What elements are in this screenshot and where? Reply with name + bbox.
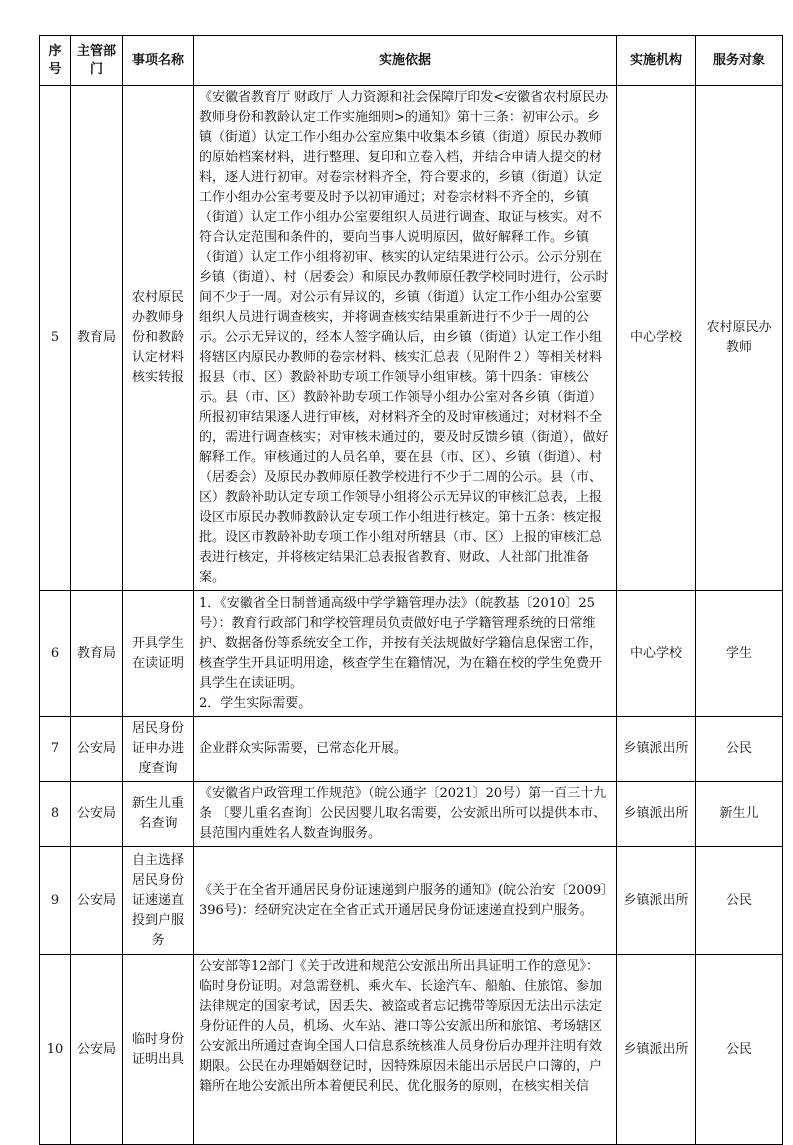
row-item-name: 新生儿重名查询: [123, 782, 194, 847]
row-dept: 教育局: [71, 86, 123, 591]
row-item-name: 开具学生在读证明: [123, 591, 194, 717]
table-body: [40, 86, 783, 1145]
basis-paragraph: 《安徽省教育厅 财政厅 人力资源和社会保障厅印发<安徽省农村原民办教师身份和教龄认定工作实施细则>的通知》第十三条：初审公示。乡镇（街道）认定工作小组办公室应集中收集本乡镇（街道）原民办教师的原始档案材料，进行整理、复印和立卷入档，并结合申请人提交的材料，逐人进行初审。对卷宗材料齐全，符合要求的，乡镇（街道）认定工作小组办公室考要及时予以初审通过；对卷宗材料不齐全的，乡镇（街道）认定工作小组办公室要组织人员进行调查、取证与核实。对不符合认定范围和条件的，要向当事人说明原因，做好解释工作。乡镇（街道）认定工作小组将初审、核实的认定结果进行公示。公示分别在乡镇（街道）、村（居委会）和原民办教师原任教学校同时进行，公示时间不少于一周。对公示有异议的，乡镇（街道）认定工作小组办公室要组织人员进行调查核实，并将调查核实结果重新进行不少于一周的公示。公示无异议的，经本人签字确认后，由乡镇（街道）认定工作小组将辖区内原民办教师的卷宗材料、核实汇总表（见附件２）等相关材料报县（市、区）教龄补助专项工作领导小组审核。第十四条：审核公示。县（市、区）教龄补助专项工作领导小组办公室对各乡镇（街道）所报初审结果逐人进行审核，对材料齐全的及时审核通过；对材料不全的，需进行调查核实；对审核未通过的，要及时反馈乡镇（街道），做好解释工作。审核通过的人员名单，要在县（市、区）、乡镇（街道）、村（居委会）及原民办教师原任教学校进行不少于二周的公示。县（市、区）教龄补助认定专项工作领导小组将公示无异议的审核汇总表，上报设区市原民办教师教龄认定专项工作小组进行核定。第十五条：核定报批。设区市教龄补助专项工作小组对所辖县（市、区）上报的审核汇总表进行核定，并将核定结果汇总表报省教育、财政、人社部门批准备案。: [199, 90, 609, 585]
basis-paragraph: 1．《安徽省全日制普通高级中学学籍管理办法》（皖教基〔2010〕25号）：教育行政部门和学校管理员负责做好电子学籍管理系统的日常维护、数据备份等系统安全工作，并按有关法规做好学籍信息保密工作，核查学生开具证明用途，核查学生在籍情况，为在籍在校的学生免费开具学生在读证明。: [199, 595, 603, 691]
row-dept: 公安局: [71, 955, 123, 1145]
row-no: 9: [40, 847, 71, 955]
service-items-table: [39, 35, 783, 1145]
basis-paragraph: 《关于在全省开通居民身份证速递到户服务的通知》(皖公治安〔2009〕396号)：经研究决定在全省正式开通居民身份证速递直投到户服务。: [199, 882, 608, 918]
row-basis: [194, 591, 617, 717]
header-no: 序号: [40, 36, 71, 86]
row-agency: 中心学校: [617, 86, 696, 591]
table-row: [40, 955, 783, 1145]
basis-paragraph: 公安部等12部门《关于改进和规范公安派出所出具证明工作的意见》：临时身份证明。对急需登机、乘火车、长途汽车、船舶、住旅馆、参加法律规定的国家考试，因丢失、被盗或者忘记携带等原因无法出示法定身份证件的人员，机场、火车站、港口等公安派出所和旅馆、考场辖区公安派出所通过查询全国人口信息系统核准人员身份后办理并注明有效期限。公民在办理婚姻登记时，因特殊原因未能出示居民户口簿的，户籍所在地公安派出所本着便民利民、优化服务的原则，在核实相关信: [199, 959, 603, 1094]
row-agency: 乡镇派出所: [617, 847, 696, 955]
row-basis: [194, 717, 617, 782]
row-dept: 公安局: [71, 717, 123, 782]
row-item-name: 居民身份证申办进度查询: [123, 717, 194, 782]
row-basis: [194, 86, 617, 591]
basis-paragraph: 企业群众实际需要，已常态化开展。: [199, 741, 408, 756]
row-target: 公民: [696, 955, 783, 1145]
row-agency: 乡镇派出所: [617, 717, 696, 782]
row-dept: 教育局: [71, 591, 123, 717]
row-no: 10: [40, 955, 71, 1145]
row-item-name: 农村原民办教师身份和教龄认定材料核实转报: [123, 86, 194, 591]
row-dept: 公安局: [71, 847, 123, 955]
row-item-name: 临时身份证明出具: [123, 955, 194, 1145]
row-no: 7: [40, 717, 71, 782]
basis-paragraph: 《安徽省户政管理工作规范》（皖公通字〔2021〕20号）第一百三十九条 〔婴儿重名查询〕公民因婴儿取名需要，公安派出所可以提供本市、县范围内重姓名人数查询服务。: [199, 786, 607, 841]
row-item-name: 自主选择居民身份证速递直投到户服务: [123, 847, 194, 955]
row-dept: 公安局: [71, 782, 123, 847]
basis-paragraph: 2．学生实际需要。: [199, 695, 312, 711]
row-no: 5: [40, 86, 71, 591]
row-target: 学生: [696, 591, 783, 717]
row-agency: 乡镇派出所: [617, 955, 696, 1145]
header-dept: 主管部门: [71, 36, 123, 86]
row-basis: [194, 955, 617, 1145]
row-agency: 中心学校: [617, 591, 696, 717]
table-row: [40, 847, 783, 955]
row-no: 8: [40, 782, 71, 847]
row-target: 公民: [696, 717, 783, 782]
table-header-row: [40, 36, 783, 86]
table-row: [40, 591, 783, 717]
header-name: 事项名称: [123, 36, 194, 86]
row-basis: [194, 847, 617, 955]
header-agency: 实施机构: [617, 36, 696, 86]
row-basis: [194, 782, 617, 847]
row-target: 新生儿: [696, 782, 783, 847]
row-target: 公民: [696, 847, 783, 955]
row-agency: 乡镇派出所: [617, 782, 696, 847]
row-no: 6: [40, 591, 71, 717]
header-basis: 实施依据: [194, 36, 617, 86]
table-row: [40, 717, 783, 782]
table-row: [40, 782, 783, 847]
table-row: [40, 86, 783, 591]
header-target: 服务对象: [696, 36, 783, 86]
row-target: 农村原民办教师: [696, 86, 783, 591]
